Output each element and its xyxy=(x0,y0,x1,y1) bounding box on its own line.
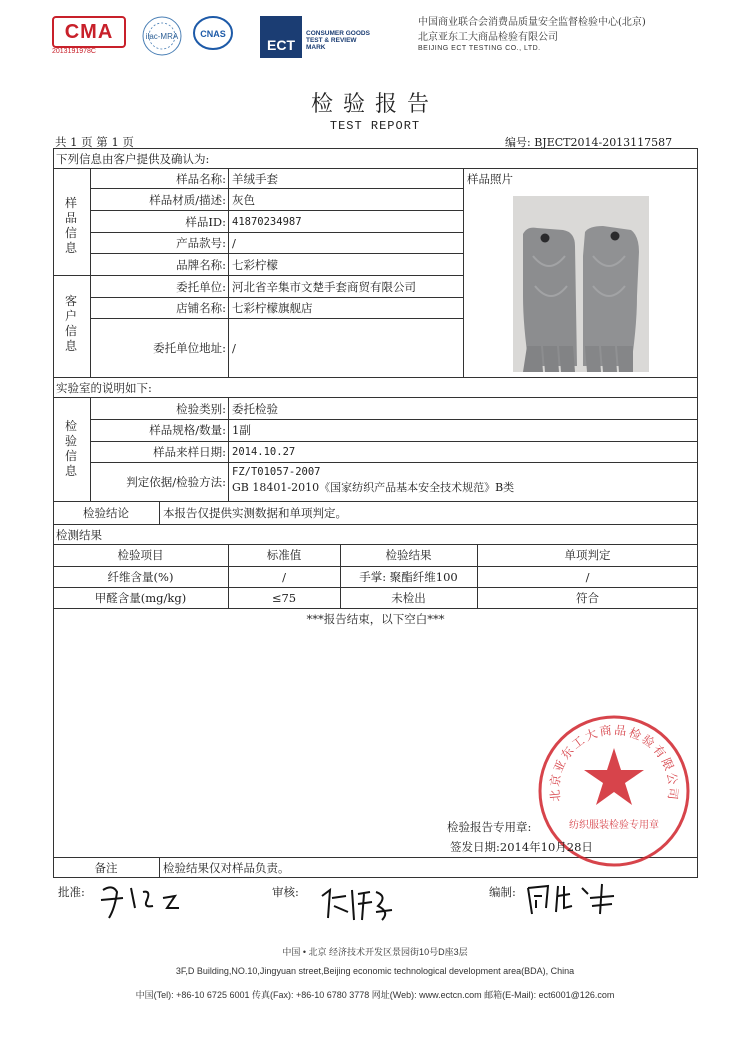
svg-text:CNAS: CNAS xyxy=(200,29,226,39)
svg-text:纺织服装检验专用章: 纺织服装检验专用章 xyxy=(569,820,659,831)
ilac-mra-logo xyxy=(140,14,185,59)
standard-method-value-2: GB 18401-2010《国家纺织产品基本安全技术规范》B类 xyxy=(232,481,515,494)
shop-name-label: 店铺名称: xyxy=(176,301,226,315)
results-header-result: 检验结果 xyxy=(385,548,432,562)
results-header-item: 检验项目 xyxy=(117,548,164,562)
compiler-label: 编制: xyxy=(489,885,516,899)
organization-name xyxy=(418,15,646,52)
seal-label: 检验报告专用章: xyxy=(447,820,532,834)
conclusion-value: 本报告仅提供实测数据和单项判定。 xyxy=(163,506,347,520)
reviewer-signature xyxy=(318,882,398,931)
footer-address-cn: 中国 • 北京 经济技术开发区景园街10号D座3层 xyxy=(282,947,468,957)
report-title-cn: 检验报告 xyxy=(310,92,439,117)
client-address-value: / xyxy=(232,341,236,355)
sample-material-label: 样品材质/描述: xyxy=(149,193,226,207)
inspection-type-value: 委托检验 xyxy=(232,402,278,416)
client-company-label: 委托单位: xyxy=(176,280,226,294)
client-group-label: 客户信息 xyxy=(64,294,77,353)
table-row-cell: 手掌: 聚酯纤维100 xyxy=(359,570,458,584)
report-title-en: TEST REPORT xyxy=(329,119,421,133)
results-header-standard: 标准值 xyxy=(266,548,302,562)
cnas-logo xyxy=(190,14,236,59)
page-info: 共 1 页 第 1 页 xyxy=(55,135,134,149)
org-name-cn-1: 中国商业联合会消费品质量安全监督检验中心(北京) xyxy=(418,17,646,28)
cma-logo-mark: CMA xyxy=(52,16,126,48)
brand-value: 七彩柠檬 xyxy=(232,258,278,272)
compiler-signature xyxy=(522,878,622,927)
sample-date-value: 2014.10.27 xyxy=(232,446,296,458)
svg-text:ilac-MRA: ilac-MRA xyxy=(145,32,179,41)
cma-number: 2013191978C xyxy=(52,48,96,55)
sample-name-label: 样品名称: xyxy=(176,172,226,186)
sample-material-value: 灰色 xyxy=(232,193,255,207)
sample-date-label: 样品来样日期: xyxy=(153,445,226,459)
issue-date: 签发日期:2014年10月28日 xyxy=(450,840,593,854)
sample-name-value: 羊绒手套 xyxy=(232,172,278,186)
footer-address-en: 3F,D Building,NO.10,Jingyuan street,Beijing economic technological development area(BDA), China xyxy=(175,966,575,976)
footer-contact: 中国(Tel): +86-10 6725 6001 传真(Fax): +86-10 6780 3778 网址(Web): www.ectcn.com 邮箱(E-Mail): ect6001@126.com xyxy=(135,990,615,1000)
table-row-cell: ≤75 xyxy=(271,591,297,605)
approver-label: 批准: xyxy=(58,885,85,899)
brand-label: 品牌名称: xyxy=(176,258,226,272)
inspection-group-label: 检验信息 xyxy=(64,419,77,478)
client-address-label: 委托单位地址: xyxy=(153,341,226,355)
report-number: 编号: BJECT2014-2013117587 xyxy=(505,136,673,149)
remark-value: 检验结果仅对样品负责。 xyxy=(163,861,290,875)
standard-method-label: 判定依据/检验方法: xyxy=(126,475,226,489)
remark-label: 备注 xyxy=(94,861,118,875)
product-style-value: / xyxy=(232,236,236,250)
table-row-cell: 符合 xyxy=(576,591,599,605)
sample-photo xyxy=(513,196,649,372)
ect-logo: ECT xyxy=(260,16,302,58)
conclusion-label: 检验结论 xyxy=(83,506,129,520)
sample-intro: 下列信息由客户提供及确认为: xyxy=(56,152,210,166)
table-row-cell: 未检出 xyxy=(391,591,426,605)
table-row-cell: 甲醛含量(mg/kg) xyxy=(94,591,187,605)
approver-signature xyxy=(95,878,195,932)
sample-spec-label: 样品规格/数量: xyxy=(149,423,226,437)
reviewer-label: 审核: xyxy=(272,885,299,899)
table-row-cell: 纤维含量(%) xyxy=(107,570,174,584)
lab-intro: 实验室的说明如下: xyxy=(56,381,152,395)
standard-method-value-1: FZ/T01057-2007 xyxy=(232,466,321,478)
cma-logo xyxy=(52,16,132,58)
table-row-cell: / xyxy=(282,570,286,584)
results-title: 检测结果 xyxy=(56,528,102,542)
org-name-en: BEIJING ECT TESTING CO., LTD. xyxy=(418,45,541,52)
table-row-cell: / xyxy=(585,570,590,584)
client-company-value: 河北省辛集市文楚手套商贸有限公司 xyxy=(232,280,416,294)
svg-text:北京亚东工大商品检验有限公司: 北京亚东工大商品检验有限公司 xyxy=(547,722,681,803)
sample-id-label: 样品ID: xyxy=(185,215,226,229)
sample-id-value: 41870234987 xyxy=(232,216,302,228)
inspection-type-label: 检验类别: xyxy=(176,402,226,416)
results-end-note: ***报告结束，以下空白*** xyxy=(306,612,445,626)
sample-photo-label: 样品照片 xyxy=(467,172,513,186)
results-header-judgement: 单项判定 xyxy=(564,548,611,562)
shop-name-value: 七彩柠檬旗舰店 xyxy=(232,301,313,315)
org-name-cn-2: 北京亚东工大商品检验有限公司 xyxy=(418,32,558,43)
ect-tagline: CONSUMER GOODS TEST & REVIEW MARK xyxy=(306,30,370,51)
product-style-label: 产品款号: xyxy=(176,236,226,250)
sample-spec-value: 1副 xyxy=(232,423,251,437)
sample-group-label: 样品信息 xyxy=(64,196,77,255)
